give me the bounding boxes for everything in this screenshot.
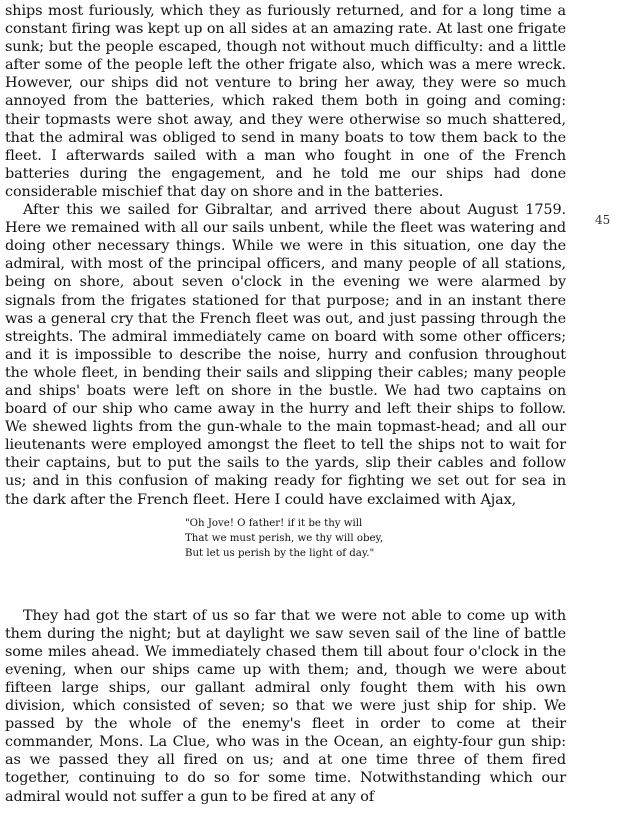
page-body	[5, 2, 566, 806]
verse-line-1: "Oh Jove! O father! if it be thy will	[185, 517, 363, 529]
paragraph-2: After this we sailed for Gibraltar, and arrived there about August 1759. Here we remained with all our sails unbent, while the fleet was watering and doing other necessary things. While we were in this situation, one day the admiral, with most of the principal officers, and many people of all stations, being on shore, about seven o'clock in the evening we were alarmed by signals from the frigates stationed for that purpose; and in an instant there was a general cry that the French fleet was out, and just passing through the streights. The admiral immediately came on board with some other officers; and it is impossible to describe the noise, hurry and confusion throughout the whole fleet, in bending their sails and slipping their cables; many people and ships' boats were left on shore in the bustle. We had two captains on board of our ship who came away in the hurry and left their ships to follow. We shewed lights from the gun-whale to the main topmast-head; and all our lieutenants were employed amongst the fleet to tell the ships not to wait for their captains, but to put the sails to the yards, slip their cables and follow us; and in this confusion of making ready for fighting we set out for sea in the dark after the French fleet. Here I could have exclaimed with Ajax,	[5, 202, 566, 508]
section-gap	[5, 561, 566, 607]
verse-quote	[185, 516, 566, 561]
paragraph-3: They had got the start of us so far that we were not able to come up with them during the night; but at daylight we saw seven sail of the line of battle some miles ahead. We immediately chased them till about four o'clock in the evening, when our ships came up with them; and, though we were about fifteen large ships, our gallant admiral only fought them with his own division, which consisted of seven; so that we were just ship for ship. We passed by the whole of the enemy's fleet in order to come at their commander, Mons. La Clue, who was in the Ocean, an eighty-four gun ship: as we passed they all fired on us; and at one time three of them fired together, continuing to do so for some time. Notwithstanding which our admiral would not suffer a gun to be fired at any of	[5, 607, 566, 805]
verse-line-2: That we must perish, we thy will obey,	[185, 532, 384, 544]
paragraph-1: ships most furiously, which they as furiously returned, and for a long time a constant firing was kept up on all sides at an amazing rate. At last one frigate sunk; but the people escaped, though not without much difficulty: and a little after some of the people left the other frigate also, which was a mere wreck. However, our ships did not venture to bring her away, they were so much annoyed from the batteries, which raked them both in going and coming: their topmasts were shot away, and they were otherwise so much shattered, that the admiral was obliged to send in many boats to tow them back to the fleet. I afterwards sailed with a man who fought in one of the French batteries during the engagement, and he told me our ships had done considerable mischief that day on shore and in the batteries.	[5, 3, 566, 200]
page-number: 45	[595, 213, 611, 227]
verse-line-3: But let us perish by the light of day."	[185, 547, 375, 559]
